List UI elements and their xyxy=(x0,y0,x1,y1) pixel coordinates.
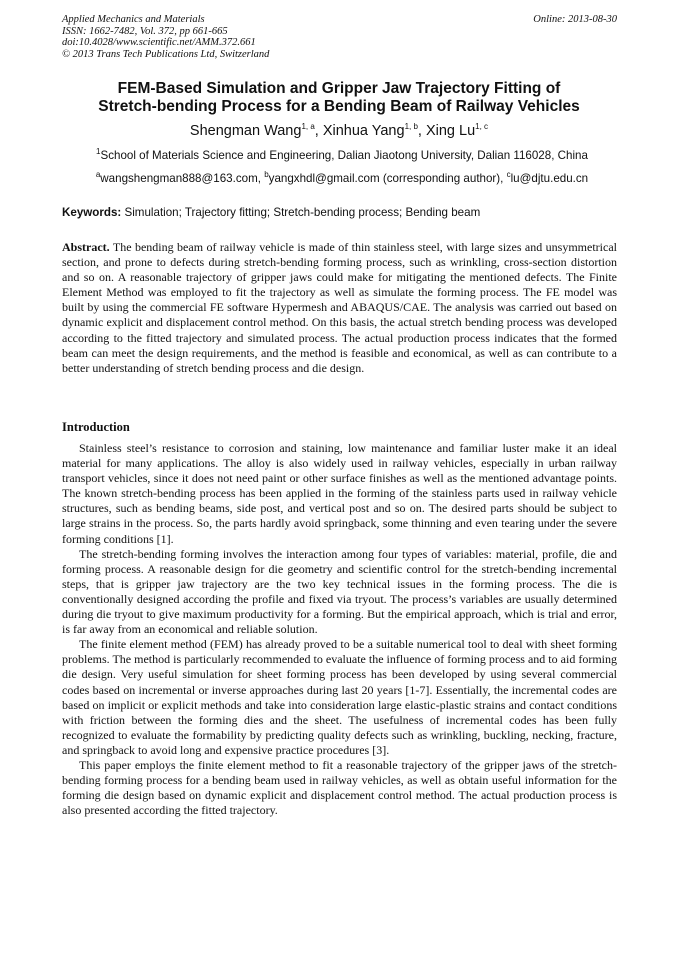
author-name: Xinhua Yang xyxy=(322,123,405,139)
doi-line: doi:10.4028/www.scientific.net/AMM.372.661 xyxy=(62,37,256,48)
author-separator: , xyxy=(314,123,323,139)
section-heading-introduction: Introduction xyxy=(62,420,130,434)
affiliation xyxy=(62,149,622,163)
title-line-1: FEM-Based Simulation and Gripper Jaw Trajectory Fitting of xyxy=(117,80,561,97)
author-separator: , xyxy=(417,123,426,139)
abstract-text: The bending beam of railway vehicle is made of thin stainless steel, with large sizes and unsymmetrical section, and prone to defects during stretch-bending forming process, such as wrinkling, cross-section distortion and so on. A reasonable trajectory of gripper jaws could make for mitigating the mentioned defects. The Finite Element Method was employed to fit the trajectory as well as simulate the forming process. The FE model was built by using the commercial FE software Hypermesh and ABAQUS/CAE. The analysis was carried out based on dynamic explicit and displacement control method. On this basis, the actual stretch bending process was developed according to the fitted trajectory and simulated process. The actual production process indicates that the formed beam can meet the design requirements, and the method is feasible and economical, as well as can contribute to a better understanding of stretch bending process and die design. xyxy=(62,240,617,375)
email-sup-a: a xyxy=(95,170,101,180)
author-name: Shengman Wang xyxy=(189,123,302,139)
email-a[interactable]: wangshengman888@163.com, xyxy=(100,172,265,185)
keywords-text: Simulation; Trajectory fitting; Stretch-bending process; Bending beam xyxy=(121,206,481,219)
keywords-label: Keywords: xyxy=(62,206,122,219)
paragraph: Stainless steel’s resistance to corrosion and staining, low maintenance and familiar luster make it an ideal material for many applications. The alloy is also widely used in railway vehicles, especially in urban railway transport vehicles, since it does not need paint or other surface finishes as well as the mentioned advantage points. The known stretch-bending process has been applied in the forming of the stainless parts used in railway vehicle structures, such as bending beams, side post, and vertical post and so on. The desired parts should be subject to large strains in the process. So, the parts hardly avoid springback, some thinning and even tearing under the severe forming conditions [1]. xyxy=(62,441,617,546)
email-sup-b: b xyxy=(264,170,269,180)
affiliation-text: School of Materials Science and Engineering, Dalian Jiaotong University, Dalian 116028, China xyxy=(100,149,588,162)
paragraph: The stretch-bending forming involves the interaction among four types of variables: material, profile, die and forming process. A reasonable design for die geometry and scientific control for the stretch-bending incremental steps, that is gripper jaw trajectory are the two key technical issues in the forming process. The die is conventionally designed according the profile and fixed via tryout. The process’s variables are usually determined during die tryout to give maximum productivity for a forming. But the empirical approach, which is trial and error, is far away from an economical and reliable solution. xyxy=(62,546,617,637)
abstract xyxy=(62,240,617,376)
journal-header xyxy=(62,14,617,60)
author-affil-sup: 1, b xyxy=(404,122,418,132)
journal-name: Applied Mechanics and Materials xyxy=(62,14,205,25)
author-name: Xing Lu xyxy=(425,123,476,139)
copyright-line: © 2013 Trans Tech Publications Ltd, Switzerland xyxy=(62,48,270,60)
title-line-2: Stretch-bending Process for a Bending Beam of Railway Vehicles xyxy=(98,98,580,115)
paper-title xyxy=(40,80,638,116)
author-affil-sup: 1, c xyxy=(475,122,489,132)
paragraph: This paper employs the finite element method to fit a reasonable trajectory of the gripper jaws of the stretch-bending forming process for a bending beam used in railway vehicles, as well as obtain useful information for the forming die design based on dynamic explicit and displacement control method. The actual production process is also presented according the fitted trajectory. xyxy=(62,757,617,818)
author-emails xyxy=(62,172,622,186)
email-b[interactable]: yangxhdl@gmail.com (corresponding author), xyxy=(268,172,507,185)
paragraph: The finite element method (FEM) has already proved to be a suitable numerical tool to deal with sheet forming problems. The method is particularly recommended to evaluate the influence of forming process and to aid forming die design. Very useful simulation for sheet forming process has been developed by using several commercial codes based on incremental or inverse approaches during last 20 years [1-7]. Essentially, the incremental codes are based on implicit or explicit methods and take into consideration large elastic-plastic strains and contact conditions with friction between the forming dies and the sheet. The usefulness of incremental codes has been fully recognized to evaluate the formability by predicting quality defects such as wrinkling, buckling, necking, fracture, and springback to avoid long and expensive practice procedures [3]. xyxy=(62,637,617,757)
email-sup-c: c xyxy=(506,170,511,180)
issn-line: ISSN: 1662-7482, Vol. 372, pp 661-665 xyxy=(62,25,228,37)
keywords xyxy=(62,206,617,220)
affiliation-sup: 1 xyxy=(96,147,101,157)
online-date: Online: 2013-08-30 xyxy=(533,14,617,25)
author-list xyxy=(40,122,638,140)
introduction-body xyxy=(62,441,617,818)
abstract-label: Abstract. xyxy=(62,240,110,254)
author-affil-sup: 1, a xyxy=(301,122,315,132)
email-c[interactable]: lu@djtu.edu.cn xyxy=(510,172,589,185)
